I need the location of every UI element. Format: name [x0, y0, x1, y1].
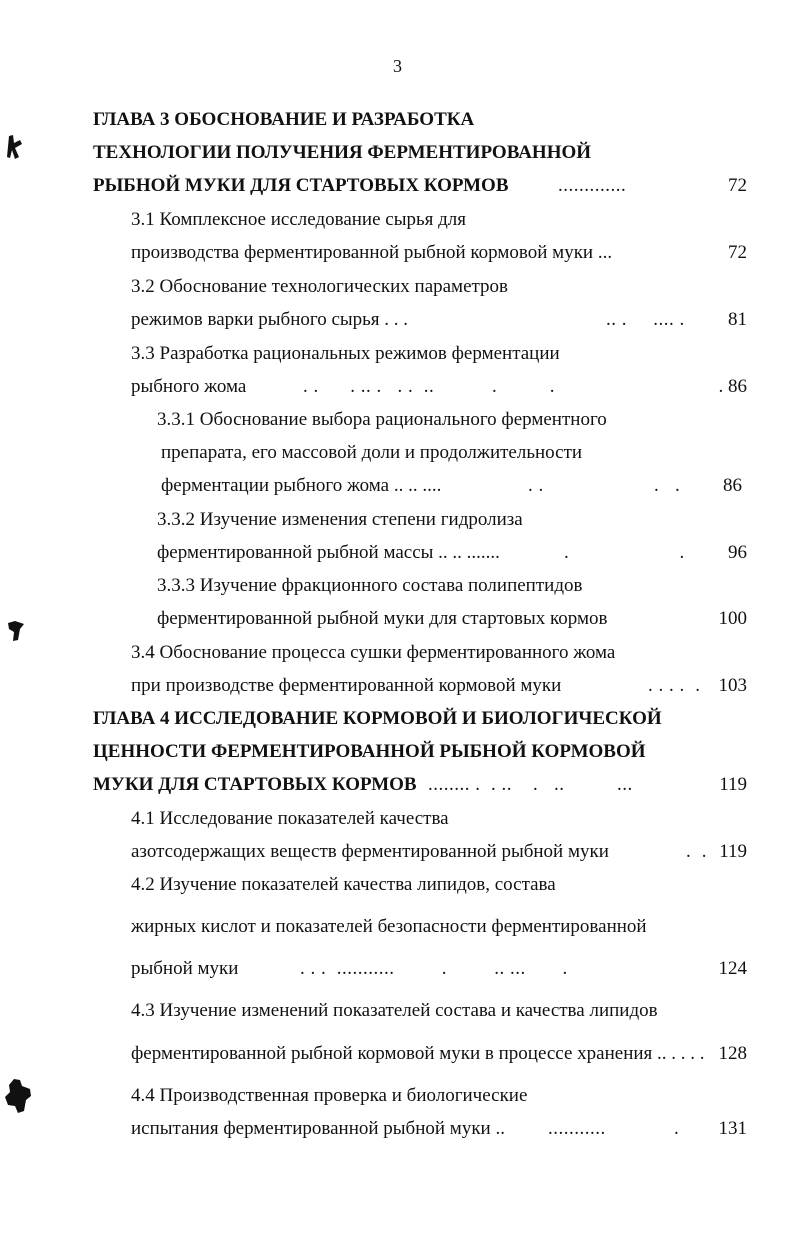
- chapter-3-title-line-2: ТЕХНОЛОГИИ ПОЛУЧЕНИЯ ФЕРМЕНТИРОВАННОЙ: [93, 142, 592, 163]
- chapter-3-page: 72: [728, 175, 747, 196]
- chapter-4-leader: ........ . . .. . .. ...: [428, 774, 633, 795]
- section-3-1-line-2: производства ферментированной рыбной кормовой муки ...: [131, 242, 613, 263]
- section-3-3-3-line-2: ферментированной рыбной муки для стартовых кормов: [157, 608, 608, 629]
- section-4-4-line-1: 4.4 Производственная проверка и биологические: [131, 1085, 528, 1106]
- section-3-3-1-line-1: 3.3.1 Обоснование выбора рационального ферментного: [157, 409, 607, 430]
- section-3-3-2-line-2: ферментированной рыбной массы .. .. .......: [157, 542, 500, 563]
- section-4-1-line-2: азотсодержащих веществ ферментированной рыбной муки: [131, 841, 609, 862]
- section-3-3-2-page: 96: [728, 542, 747, 563]
- chapter-3-title-line-1: ГЛАВА 3 ОБОСНОВАНИЕ И РАЗРАБОТКА: [93, 109, 475, 130]
- section-4-3-page: 128: [718, 1043, 747, 1064]
- section-3-4-line-2: при производстве ферментированной кормовой муки: [131, 675, 562, 696]
- section-4-2-line-2: жирных кислот и показателей безопасности ферментированной: [131, 916, 647, 937]
- section-3-3-1-line-2: препарата, его массовой доли и продолжительности: [161, 442, 583, 463]
- section-3-2-line-2: режимов варки рыбного сырья . . .: [131, 309, 409, 330]
- section-3-3-1-leader: . . . .: [528, 475, 681, 496]
- chapter-4-title-line-2: ЦЕННОСТИ ФЕРМЕНТИРОВАННОЙ РЫБНОЙ КОРМОВОЙ: [93, 741, 646, 762]
- chapter-4-title-line-1: ГЛАВА 4 ИССЛЕДОВАНИЕ КОРМОВОЙ И БИОЛОГИЧЕСКОЙ: [93, 708, 662, 729]
- section-4-1-leader: . .: [686, 841, 707, 862]
- section-4-1-line-1: 4.1 Исследование показателей качества: [131, 808, 449, 829]
- section-4-4-line-2: испытания ферментированной рыбной муки ..: [131, 1118, 505, 1139]
- section-4-4-leader: ........... .: [548, 1118, 680, 1139]
- ink-blot-mark: [6, 134, 24, 160]
- chapter-4-page: 119: [719, 774, 747, 795]
- ink-blot-mark: [4, 1078, 32, 1114]
- section-3-4-leader: . . . . .: [648, 675, 701, 696]
- section-4-3-line-2: ферментированной рыбной кормовой муки в процессе хранения .. . . . .: [131, 1043, 705, 1064]
- section-3-3-2-leader: . .: [564, 542, 685, 563]
- section-3-2-page: 81: [728, 309, 747, 330]
- section-4-2-leader: . . . ........... . .. ... .: [300, 958, 568, 979]
- section-3-3-3-line-1: 3.3.3 Изучение фракционного состава полипептидов: [157, 575, 583, 596]
- ink-blot-mark: [7, 620, 25, 642]
- section-4-3-line-1: 4.3 Изучение изменений показателей состава и качества липидов: [131, 1000, 658, 1021]
- section-3-3-1-page: 86: [723, 475, 742, 496]
- section-3-3-line-2: рыбного жома: [131, 376, 247, 397]
- section-3-1-page: 72: [728, 242, 747, 263]
- section-3-4-line-1: 3.4 Обоснование процесса сушки ферментированного жома: [131, 642, 616, 663]
- section-3-1-line-1: 3.1 Комплексное исследование сырья для: [131, 209, 467, 230]
- section-4-4-page: 131: [718, 1118, 747, 1139]
- chapter-4-title-line-3: МУКИ ДЛЯ СТАРТОВЫХ КОРМОВ: [93, 774, 417, 795]
- section-3-2-leader: .. . .... .: [606, 309, 685, 330]
- chapter-3-leader: .............: [558, 175, 627, 196]
- section-4-1-page: 119: [719, 841, 747, 862]
- section-3-3-3-page: 100: [718, 608, 747, 629]
- page-number: 3: [393, 56, 402, 76]
- section-3-2-line-1: 3.2 Обоснование технологических параметров: [131, 276, 509, 297]
- section-3-3-line-1: 3.3 Разработка рациональных режимов ферментации: [131, 343, 560, 364]
- section-3-3-leader: . . . .. . . . .. . .: [303, 376, 555, 397]
- section-3-3-1-line-3: ферментации рыбного жома .. .. ....: [161, 475, 442, 496]
- section-3-3-page: . 86: [718, 376, 747, 397]
- section-4-2-line-3: рыбной муки: [131, 958, 239, 979]
- section-3-3-2-line-1: 3.3.2 Изучение изменения степени гидролиза: [157, 509, 523, 530]
- section-4-2-line-1: 4.2 Изучение показателей качества липидов, состава: [131, 874, 556, 895]
- section-3-4-page: 103: [718, 675, 747, 696]
- chapter-3-title-line-3: РЫБНОЙ МУКИ ДЛЯ СТАРТОВЫХ КОРМОВ: [93, 175, 509, 196]
- section-4-2-page: 124: [718, 958, 747, 979]
